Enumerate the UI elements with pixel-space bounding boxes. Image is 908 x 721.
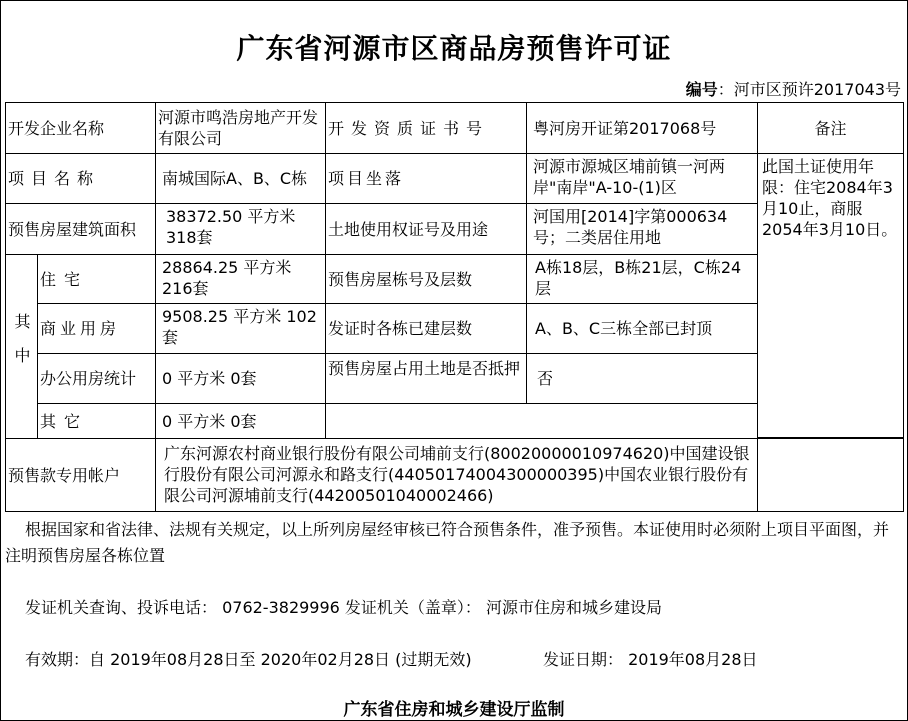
issue-date-line: 发证日期： 2019年08月28日 xyxy=(543,650,758,669)
area-label: 预售房屋建筑面积 xyxy=(5,203,156,255)
remarks-value: 此国土证使用年限：住宅2084年3月10止，商服2054年3月10日。 xyxy=(757,153,904,438)
page-title: 广东省河源市区商品房预售许可证 xyxy=(236,32,672,65)
empty-cell xyxy=(325,403,758,439)
permit-number-label: 编号 xyxy=(685,80,718,99)
commercial-label: 商业用房 xyxy=(37,303,156,354)
qualification-value: 粤河房开证第2017068号 xyxy=(526,102,758,154)
permit-number-value: ：河市区预许2017043号 xyxy=(717,80,901,99)
buildings-value: A栋18层，B栋21层，C栋24层 xyxy=(526,254,758,304)
account-label: 预售款专用帐户 xyxy=(5,438,156,512)
mortgage-value: 否 xyxy=(526,353,758,404)
area-value: 38372.50 平方米 318套 xyxy=(155,203,326,255)
land-cert-label: 土地使用权证号及用途 xyxy=(325,203,527,255)
qualification-label: 开发资质证书号 xyxy=(325,102,527,154)
contact-line: 发证机关查询、投诉电话： 0762-3829996 发证机关（盖章）： 河源市住房和城乡建设局 xyxy=(25,598,663,617)
developer-value: 河源市鸣浩房地产开发有限公司 xyxy=(155,102,326,154)
location-value: 河源市源城区埔前镇一河两岸"南岸"A-10-(1)区 xyxy=(526,153,758,204)
commercial-value: 9508.25 平方米 102套 xyxy=(155,303,326,354)
permit-number xyxy=(686,77,901,100)
buildings-label: 预售房屋栋号及层数 xyxy=(325,254,527,304)
among-label: 其中 xyxy=(5,254,38,439)
location-label: 项目坐落 xyxy=(325,153,527,204)
land-cert-value: 河国用[2014]字第000634号；二类居住用地 xyxy=(526,203,758,255)
developer-label: 开发企业名称 xyxy=(5,102,156,154)
project-name-label: 项目名称 xyxy=(5,153,156,204)
mortgage-label: 预售房屋占用土地是否抵押 xyxy=(325,353,527,404)
office-label: 办公用房统计 xyxy=(37,353,156,404)
validity-line: 有效期：自 2019年08月28日至 2020年02月28日 (过期无效) xyxy=(25,650,472,669)
residential-label: 住宅 xyxy=(37,254,156,304)
account-value: 广东河源农村商业银行股份有限公司埔前支行(80020000010974620)中国建设银行股份有限公司河源永和路支行(44050174004300000395)中国农业银行股份有限公司河源埔前支行(44200501040002466) xyxy=(155,438,758,512)
account-blank-cell xyxy=(757,438,904,512)
footer: 广东省住房和城乡建设厅监制 xyxy=(343,700,565,720)
remarks-label: 备注 xyxy=(757,102,904,154)
built-floors-label: 发证时各栋已建层数 xyxy=(325,303,527,354)
statement: 根据国家和省法律、法规有关规定，以上所列房屋经审核已符合预售条件，准予预售。本证使用时必须附上项目平面图，并注明预售房屋各栋位置 xyxy=(5,520,890,565)
project-name-value: 南城国际A、B、C栋 xyxy=(155,153,326,204)
office-value: 0 平方米 0套 xyxy=(155,353,326,404)
residential-value: 28864.25 平方米 216套 xyxy=(155,254,326,304)
built-floors-value: A、B、C三栋全部已封顶 xyxy=(526,303,758,354)
other-value: 0 平方米 0套 xyxy=(155,403,326,439)
other-label: 其它 xyxy=(37,403,156,439)
